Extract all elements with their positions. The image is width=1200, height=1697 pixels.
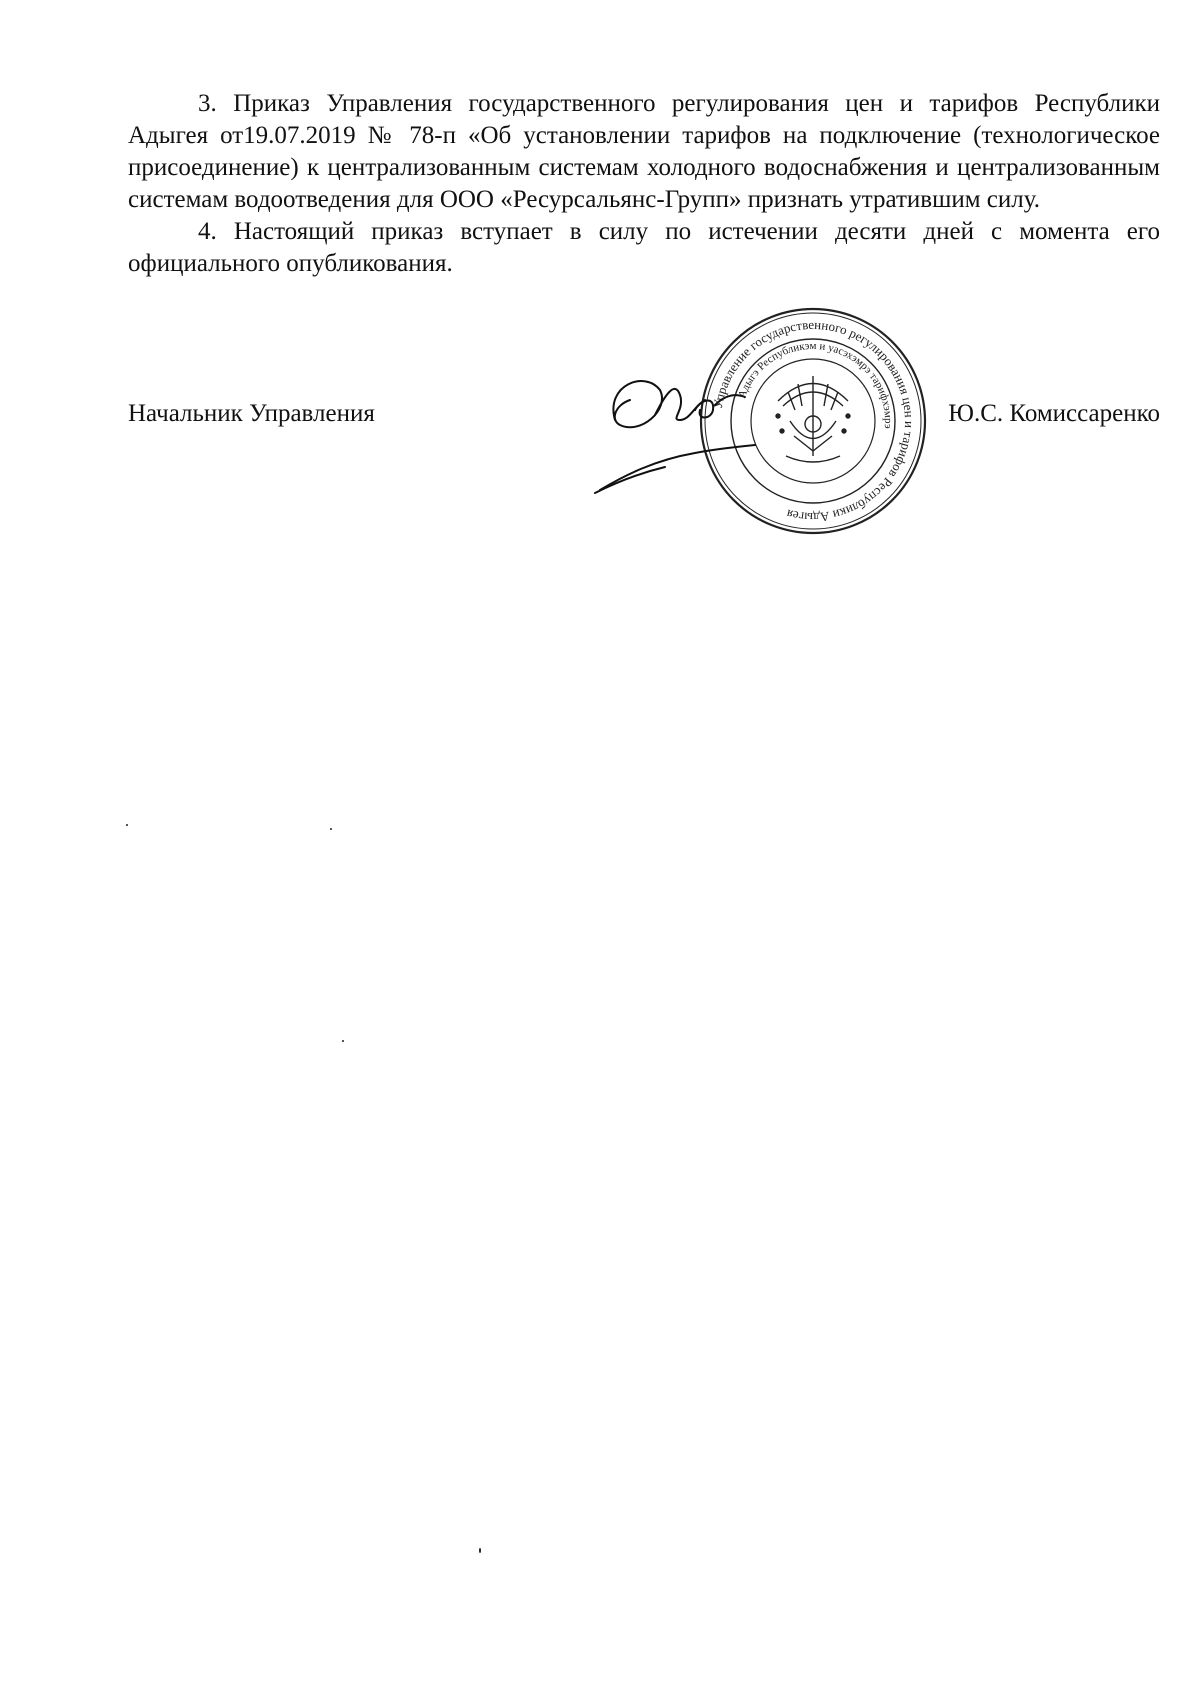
paragraph-3: 3. Приказ Управления государственного регулирования цен и тарифов Республики Адыгея от19.07.2019 № 78-п «Об установлении тарифов на подключение (технологическое присоединение) к централизованным системам холодного водоснабжения и централизованным системам водоотведения для ООО «Ресурсальянс-Групп» признать утратившим силу. (128, 90, 1160, 213)
stamp-outer-text: Управление государственного регулирования цен и тарифов Республики Адыгея (709, 316, 918, 526)
document-body (128, 88, 1160, 280)
signatory-position: Начальник Управления (128, 400, 375, 427)
signature-row (128, 400, 1160, 440)
scan-speck (330, 828, 332, 830)
scan-speck (342, 1040, 344, 1042)
paragraph-4: 4. Настоящий приказ вступает в силу по истечении десяти дней с момента его официального опубликования. (128, 218, 1160, 277)
signatory-name: Ю.С. Комиссаренко (948, 400, 1160, 427)
scan-speck (479, 1548, 481, 1553)
stamp-inner-text: Адыгэ Республикэм и уасэхэмрэ тарифхэмрэ (736, 339, 895, 430)
scan-speck (126, 824, 128, 826)
